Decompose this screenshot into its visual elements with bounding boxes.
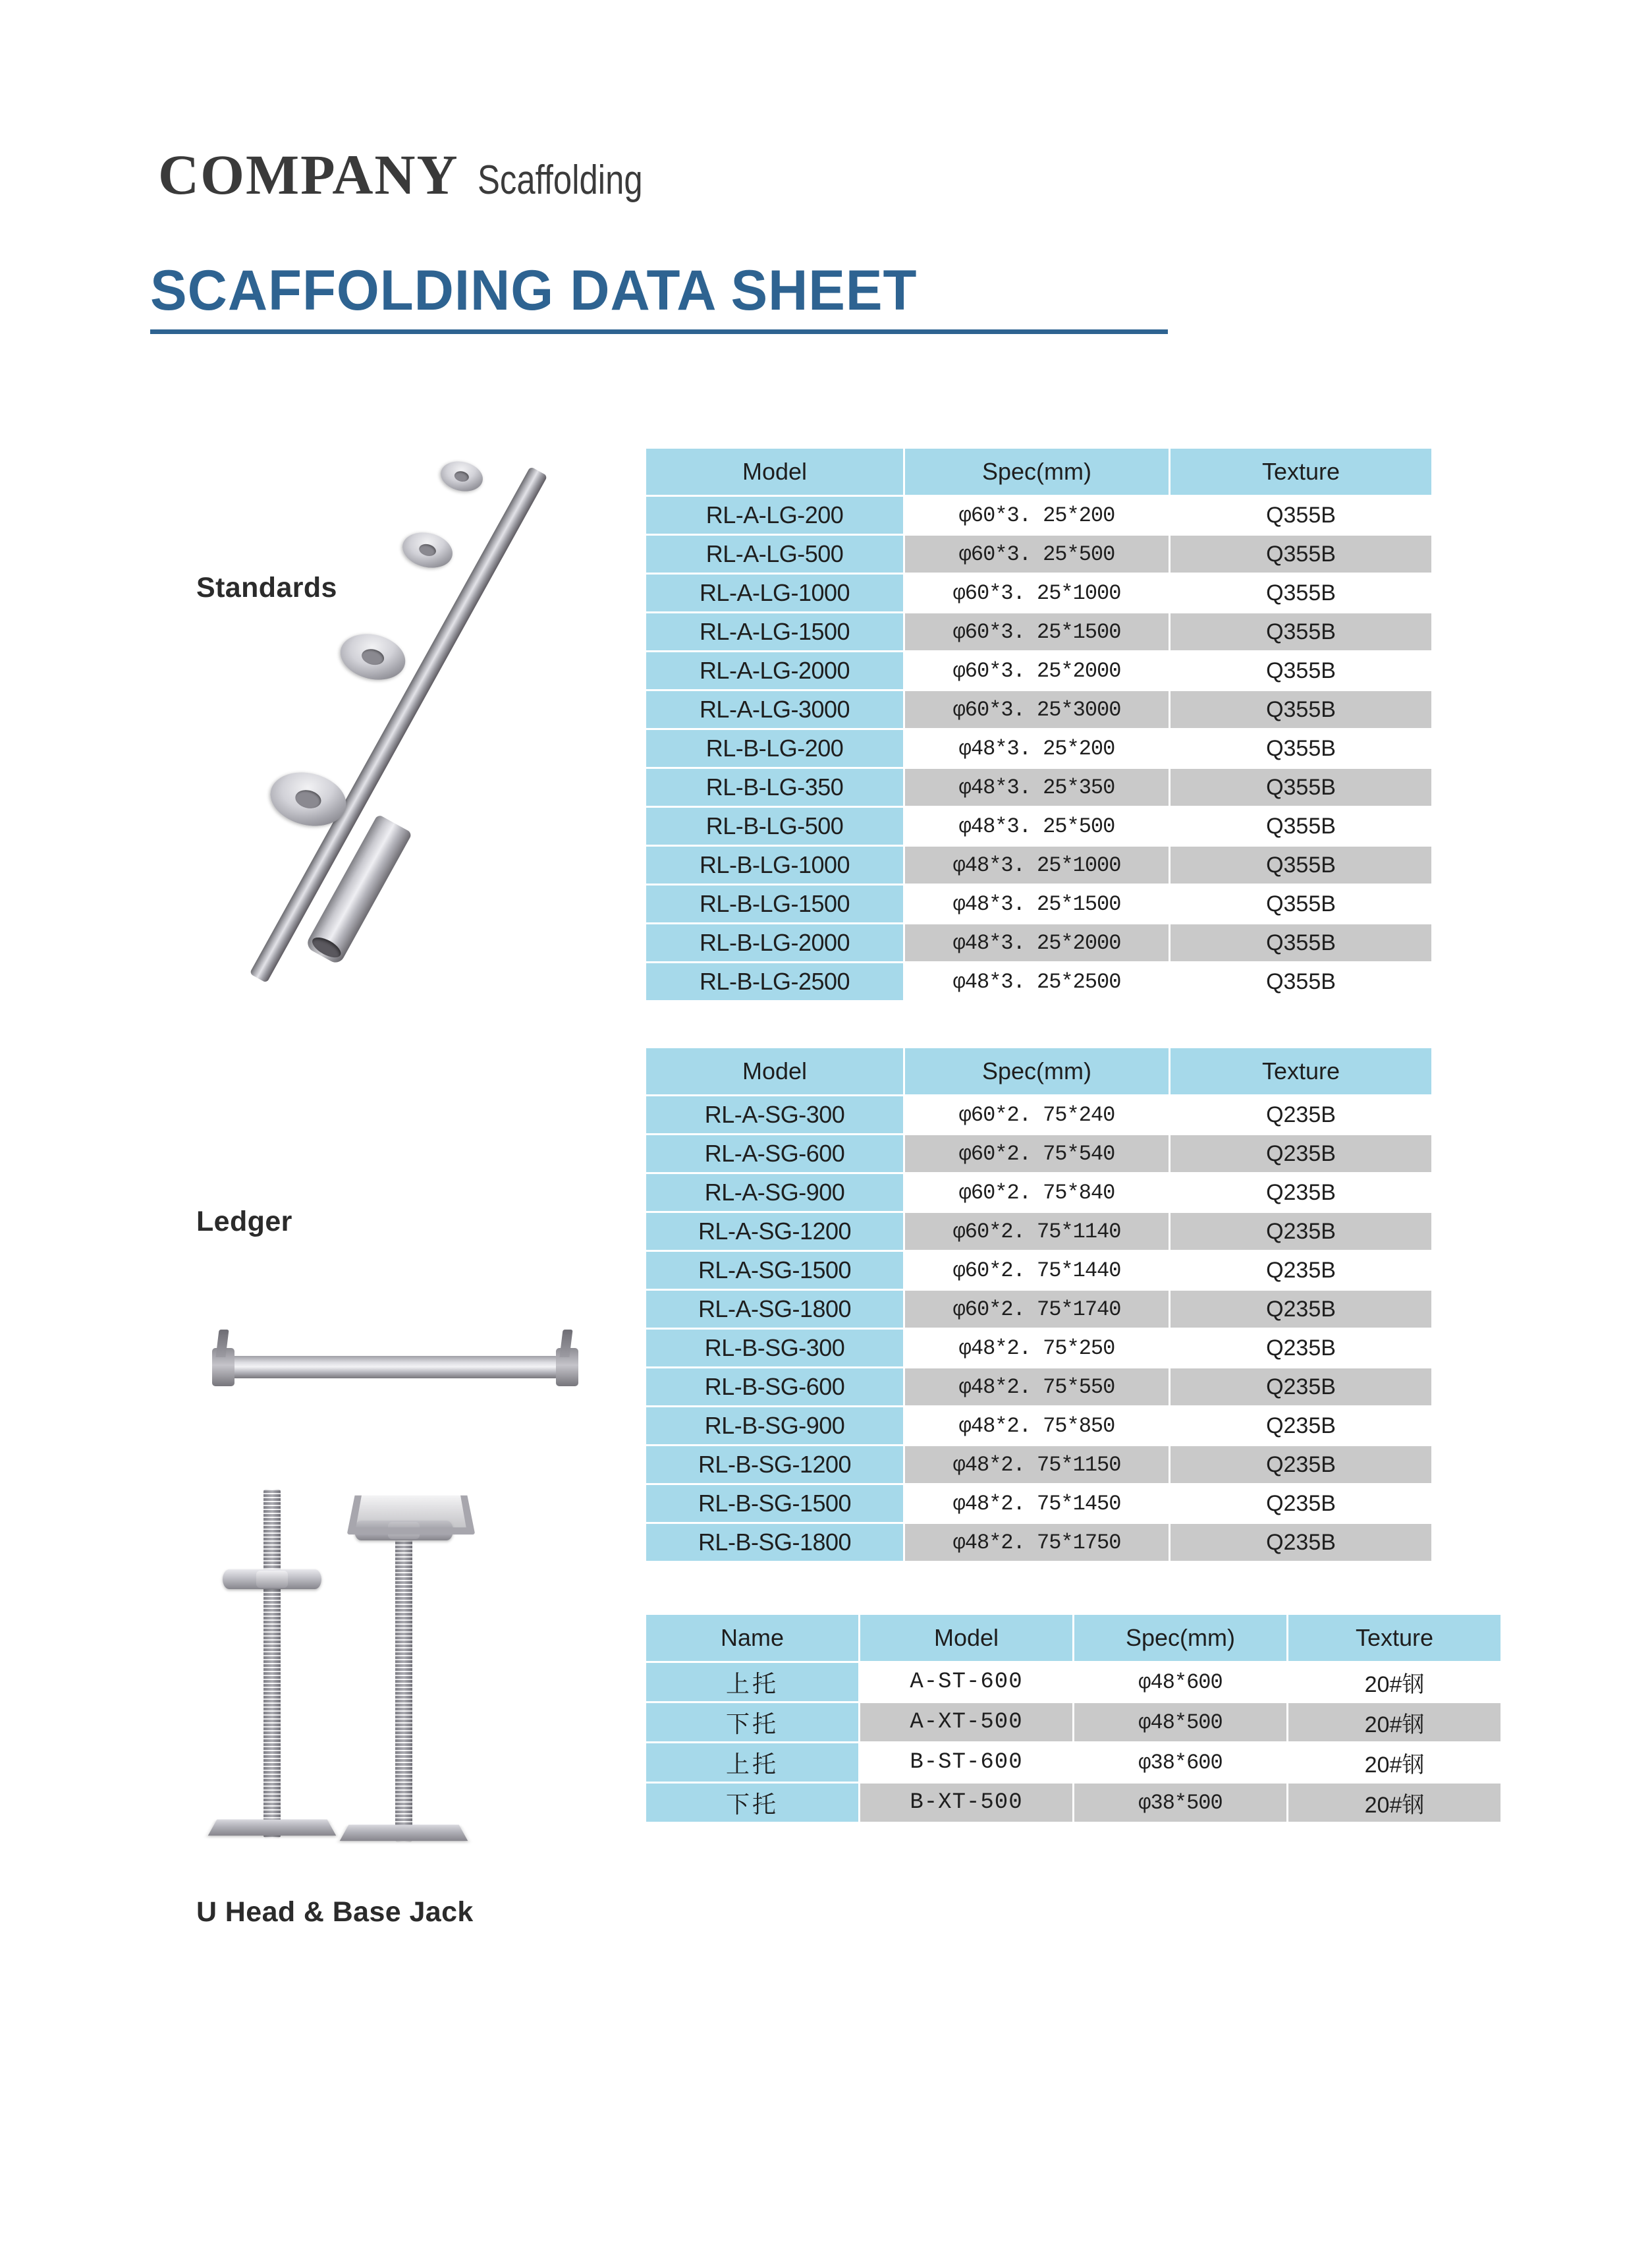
table-header-row	[646, 449, 1431, 495]
cell-spec: φ48*3. 25*2000	[905, 924, 1169, 961]
cell-spec: φ48*2. 75*250	[905, 1330, 1169, 1366]
table-ledger	[644, 1046, 1433, 1563]
cell-spec: φ48*3. 25*1000	[905, 847, 1169, 884]
rosette-icon	[433, 455, 491, 497]
cell-spec: φ38*500	[1074, 1784, 1286, 1822]
table-row	[646, 847, 1431, 884]
column-header-name: Name	[646, 1615, 858, 1661]
cell-model: RL-A-SG-1500	[646, 1252, 903, 1289]
cell-spec: φ48*3. 25*1500	[905, 885, 1169, 922]
table-row	[646, 1485, 1431, 1522]
cell-texture: 20#钢	[1288, 1663, 1501, 1701]
cell-name: 下托	[646, 1784, 858, 1822]
section-label-u-head-base-jack: U Head & Base Jack	[196, 1896, 474, 1928]
column-header-texture: Texture	[1288, 1615, 1501, 1661]
cell-model: RL-A-SG-300	[646, 1096, 903, 1133]
table-row	[646, 885, 1431, 922]
column-header-texture: Texture	[1170, 1048, 1431, 1094]
cell-model: B-XT-500	[860, 1784, 1072, 1822]
cell-spec: φ48*2. 75*1150	[905, 1446, 1169, 1483]
cell-texture: Q235B	[1170, 1291, 1431, 1328]
table-row	[646, 1743, 1501, 1782]
title-underline	[150, 329, 1168, 334]
cell-model: RL-A-SG-1200	[646, 1213, 903, 1250]
cell-texture: Q355B	[1170, 730, 1431, 767]
cell-model: RL-A-LG-1500	[646, 613, 903, 650]
cell-model: B-ST-600	[860, 1743, 1072, 1782]
cell-spec: φ60*3. 25*2000	[905, 652, 1169, 689]
column-header-spec: Spec(mm)	[905, 1048, 1169, 1094]
cell-spec: φ48*2. 75*850	[905, 1407, 1169, 1444]
cell-texture: Q235B	[1170, 1485, 1431, 1522]
cell-name: 上托	[646, 1743, 858, 1782]
column-header-spec: Spec(mm)	[1074, 1615, 1286, 1661]
table-body	[646, 1096, 1431, 1561]
cell-model: RL-B-LG-500	[646, 808, 903, 845]
cell-spec: φ48*500	[1074, 1703, 1286, 1741]
u-head-threaded-rod	[395, 1532, 412, 1842]
cell-model: RL-B-SG-1200	[646, 1446, 903, 1483]
cell-model: A-ST-600	[860, 1663, 1072, 1701]
cell-spec: φ60*3. 25*3000	[905, 691, 1169, 728]
page-title: SCAFFOLDING DATA SHEET	[150, 259, 918, 322]
cell-texture: Q355B	[1170, 963, 1431, 1000]
cell-model: RL-B-SG-600	[646, 1368, 903, 1405]
table-row	[646, 769, 1431, 806]
section-label-standards: Standards	[196, 572, 337, 604]
table-row	[646, 691, 1431, 728]
cell-model: RL-A-SG-900	[646, 1174, 903, 1211]
cell-model: RL-A-SG-600	[646, 1135, 903, 1172]
cell-model: RL-B-SG-1500	[646, 1485, 903, 1522]
cell-spec: φ60*2. 75*1440	[905, 1252, 1169, 1289]
cell-spec: φ48*2. 75*1750	[905, 1524, 1169, 1561]
cell-model: A-XT-500	[860, 1703, 1072, 1741]
company-logo	[158, 143, 678, 206]
cell-model: RL-B-LG-2000	[646, 924, 903, 961]
table-row	[646, 1784, 1501, 1822]
cell-model: RL-A-SG-1800	[646, 1291, 903, 1328]
cell-texture: Q235B	[1170, 1407, 1431, 1444]
cell-spec: φ60*3. 25*200	[905, 497, 1169, 534]
table-row	[646, 536, 1431, 573]
cell-spec: φ60*2. 75*840	[905, 1174, 1169, 1211]
cell-texture: Q235B	[1170, 1096, 1431, 1133]
table-row	[646, 652, 1431, 689]
cell-model: RL-B-LG-350	[646, 769, 903, 806]
cell-model: RL-B-SG-300	[646, 1330, 903, 1366]
logo-company-name: COMPANY	[158, 143, 459, 206]
cell-spec: φ48*2. 75*550	[905, 1368, 1169, 1405]
column-header-model: Model	[860, 1615, 1072, 1661]
cell-texture: Q355B	[1170, 924, 1431, 961]
cell-texture: Q235B	[1170, 1368, 1431, 1405]
table-header-row	[646, 1048, 1431, 1094]
ledger-tube	[229, 1356, 559, 1378]
cell-texture: 20#钢	[1288, 1743, 1501, 1782]
base-jack-threaded-rod	[263, 1489, 281, 1838]
cell-spec: φ60*2. 75*1140	[905, 1213, 1169, 1250]
cell-spec: φ60*2. 75*240	[905, 1096, 1169, 1133]
table-row	[646, 1407, 1431, 1444]
rosette-icon	[328, 625, 417, 689]
cell-texture: Q355B	[1170, 808, 1431, 845]
table-row	[646, 1663, 1501, 1701]
cell-texture: Q235B	[1170, 1213, 1431, 1250]
table-row	[646, 1252, 1431, 1289]
table-u-head-base-jack	[644, 1613, 1502, 1824]
cell-name: 上托	[646, 1663, 858, 1701]
cell-texture: Q355B	[1170, 536, 1431, 573]
table-header-row	[646, 1615, 1501, 1661]
cell-texture: Q355B	[1170, 613, 1431, 650]
cell-model: RL-B-LG-200	[646, 730, 903, 767]
table-row	[646, 1703, 1501, 1741]
table-row	[646, 613, 1431, 650]
table-row	[646, 1096, 1431, 1133]
cell-model: RL-A-LG-500	[646, 536, 903, 573]
table-row	[646, 1446, 1431, 1483]
table-row	[646, 808, 1431, 845]
table-row	[646, 1174, 1431, 1211]
cell-model: RL-B-SG-1800	[646, 1524, 903, 1561]
cell-spec: φ60*2. 75*1740	[905, 1291, 1169, 1328]
cell-texture: Q355B	[1170, 497, 1431, 534]
cell-model: RL-A-LG-200	[646, 497, 903, 534]
cell-model: RL-A-LG-2000	[646, 652, 903, 689]
cell-texture: Q355B	[1170, 691, 1431, 728]
table-row	[646, 1524, 1431, 1561]
cell-texture: Q355B	[1170, 885, 1431, 922]
table-standards	[644, 447, 1433, 1002]
cell-name: 下托	[646, 1703, 858, 1741]
cell-spec: φ48*3. 25*200	[905, 730, 1169, 767]
table-row	[646, 1135, 1431, 1172]
cell-spec: φ48*3. 25*350	[905, 769, 1169, 806]
table-row	[646, 924, 1431, 961]
cell-texture: Q235B	[1170, 1524, 1431, 1561]
cell-model: RL-B-LG-1500	[646, 885, 903, 922]
table-row	[646, 1330, 1431, 1366]
table-row	[646, 1291, 1431, 1328]
table-row	[646, 575, 1431, 611]
cell-model: RL-B-LG-2500	[646, 963, 903, 1000]
standard-post-shaft	[250, 466, 548, 983]
cell-spec: φ48*3. 25*500	[905, 808, 1169, 845]
table-row	[646, 963, 1431, 1000]
logo-subtitle: Scaffolding	[477, 157, 643, 203]
cell-model: RL-B-SG-900	[646, 1407, 903, 1444]
rosette-icon	[393, 525, 462, 575]
standard-post-sleeve	[304, 814, 412, 965]
table-body	[646, 497, 1431, 1000]
cell-model: RL-B-LG-1000	[646, 847, 903, 884]
column-header-model: Model	[646, 449, 903, 495]
cell-spec: φ48*2. 75*1450	[905, 1485, 1169, 1522]
cell-texture: Q235B	[1170, 1446, 1431, 1483]
cell-model: RL-A-LG-3000	[646, 691, 903, 728]
cell-texture: Q235B	[1170, 1252, 1431, 1289]
cell-texture: Q355B	[1170, 847, 1431, 884]
cell-model: RL-A-LG-1000	[646, 575, 903, 611]
cell-texture: Q235B	[1170, 1174, 1431, 1211]
ledger-product-image	[198, 1324, 593, 1403]
cell-texture: 20#钢	[1288, 1703, 1501, 1741]
cell-texture: Q235B	[1170, 1330, 1431, 1366]
column-header-texture: Texture	[1170, 449, 1431, 495]
cell-texture: Q355B	[1170, 652, 1431, 689]
table-row	[646, 730, 1431, 767]
base-jack-adjusting-nut	[223, 1569, 321, 1589]
u-head-base-plate	[340, 1825, 468, 1841]
cell-spec: φ60*3. 25*1500	[905, 613, 1169, 650]
column-header-model: Model	[646, 1048, 903, 1094]
cell-texture: Q235B	[1170, 1135, 1431, 1172]
cell-spec: φ60*2. 75*540	[905, 1135, 1169, 1172]
cell-spec: φ60*3. 25*500	[905, 536, 1169, 573]
u-head-fork	[347, 1496, 476, 1534]
cell-spec: φ48*600	[1074, 1663, 1286, 1701]
column-header-spec: Spec(mm)	[905, 449, 1169, 495]
table-body	[646, 1663, 1501, 1822]
cell-texture: Q355B	[1170, 575, 1431, 611]
u-head-base-jack-product-image	[198, 1469, 606, 1897]
standards-product-image	[198, 455, 593, 1015]
section-label-ledger: Ledger	[196, 1206, 292, 1237]
cell-spec: φ48*3. 25*2500	[905, 963, 1169, 1000]
table-row	[646, 1213, 1431, 1250]
table-row	[646, 497, 1431, 534]
cell-spec: φ60*3. 25*1000	[905, 575, 1169, 611]
table-row	[646, 1368, 1431, 1405]
cell-texture: 20#钢	[1288, 1784, 1501, 1822]
cell-spec: φ38*600	[1074, 1743, 1286, 1782]
base-jack-base-plate	[208, 1820, 337, 1836]
cell-texture: Q355B	[1170, 769, 1431, 806]
